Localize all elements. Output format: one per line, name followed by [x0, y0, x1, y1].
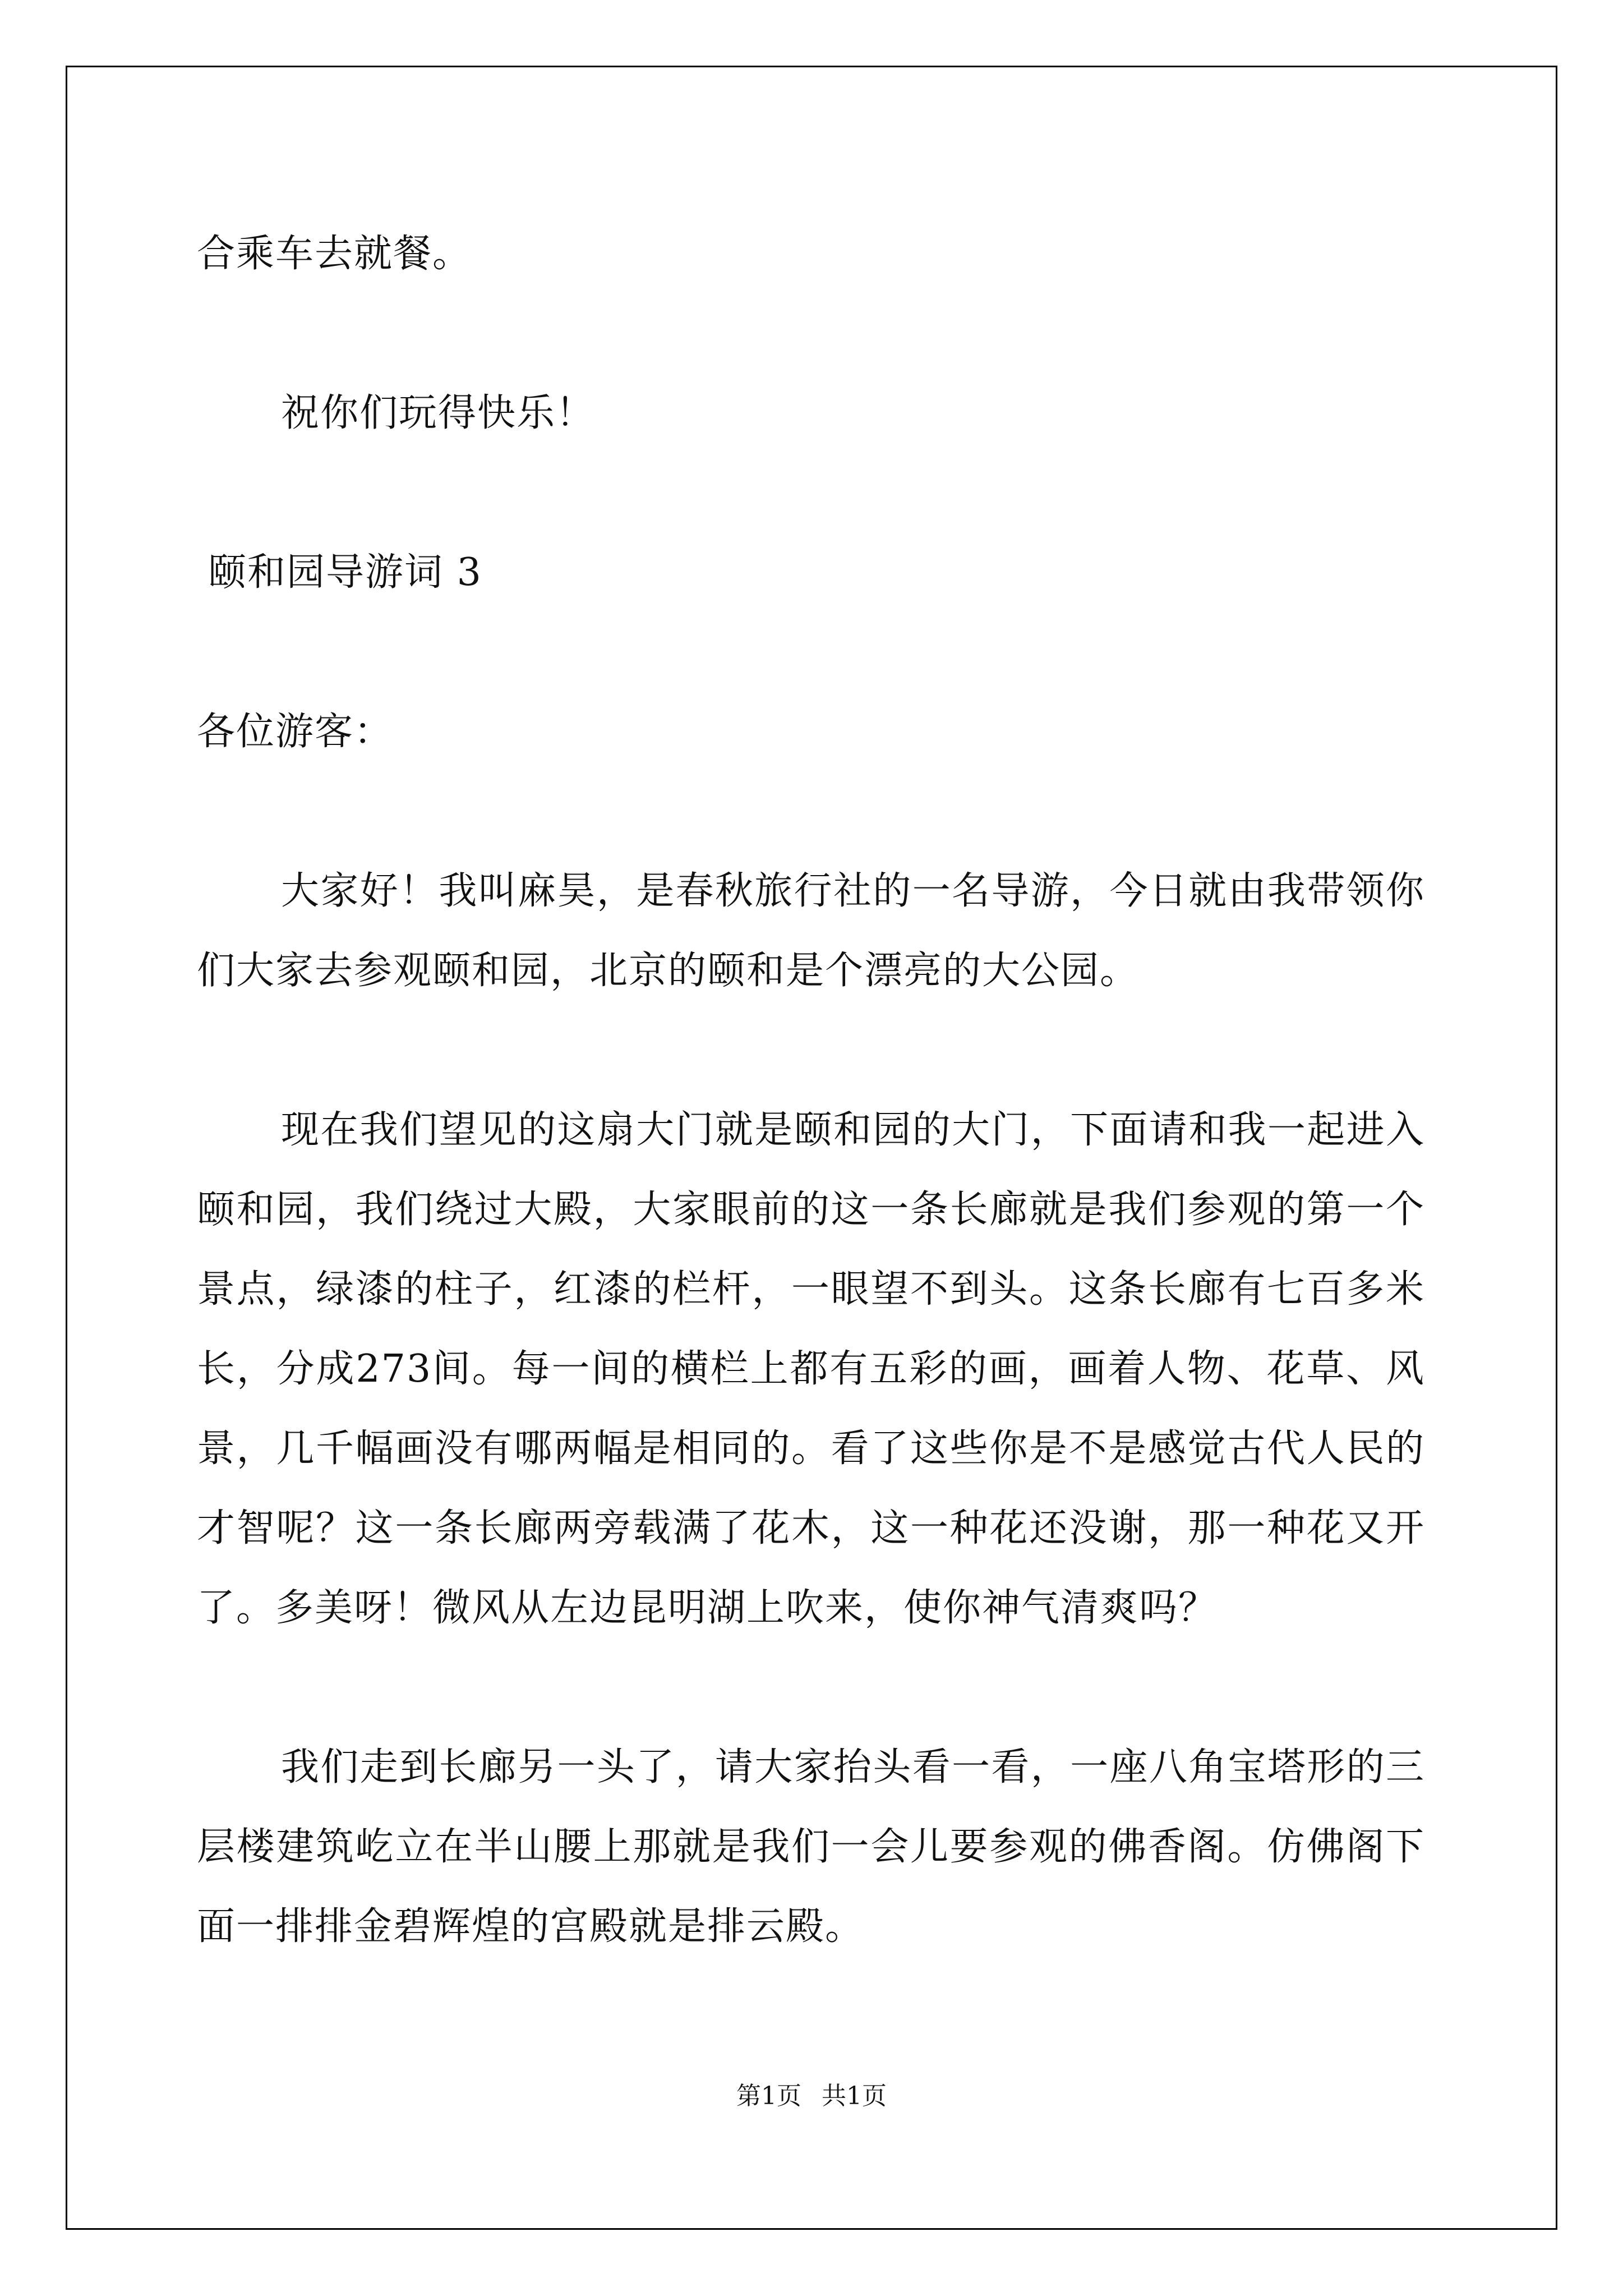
paragraph-tower-of-buddhist-incense: 我们走到长廊另一头了，请大家抬头看一看，一座八角宝塔形的三层楼建筑屹立在半山腰上那就是我们一会儿要参观的佛香阁。仿佛阁下面一排排金碧辉煌的宫殿就是排云殿。 [197, 1745, 1425, 1949]
paragraph-wish: 祝你们玩得快乐！ [281, 391, 596, 435]
page-footer [0, 2079, 1623, 2113]
paragraph-introduction: 大家好！我叫麻昊，是春秋旅行社的一名导游，今日就由我带领你们大家去参观颐和园，北京的颐和是个漂亮的大公园。 [197, 869, 1425, 993]
paragraph-long-corridor: 现在我们望见的这扇大门就是颐和园的大门，下面请和我一起进入颐和园，我们绕过大殿，大家眼前的这一条长廊就是我们参观的第一个景点，绿漆的柱子，红漆的栏杆，一眼望不到头。这条长廊有七百多米长，分成273间。每一间的横栏上都有五彩的画，画着人物、花草、风景，几千幅画没有哪两幅是相同的。看了这些你是不是感觉古代人民的才智呢？这一条长廊两旁载满了花木，这一种花还没谢，那一种花又开了。多美呀！微风从左边昆明湖上吹来，使你神气清爽吗？ [197, 1108, 1425, 1630]
page-number-total: 共1页 [822, 2082, 887, 2110]
document-body [197, 214, 1425, 2046]
paragraph-closing-line: 合乘车去就餐。 [197, 232, 472, 276]
section-heading: 颐和园导游词 3 [208, 550, 482, 595]
paragraph-greeting: 各位游客： [197, 710, 394, 754]
page-number-current: 第1页 [736, 2082, 801, 2110]
